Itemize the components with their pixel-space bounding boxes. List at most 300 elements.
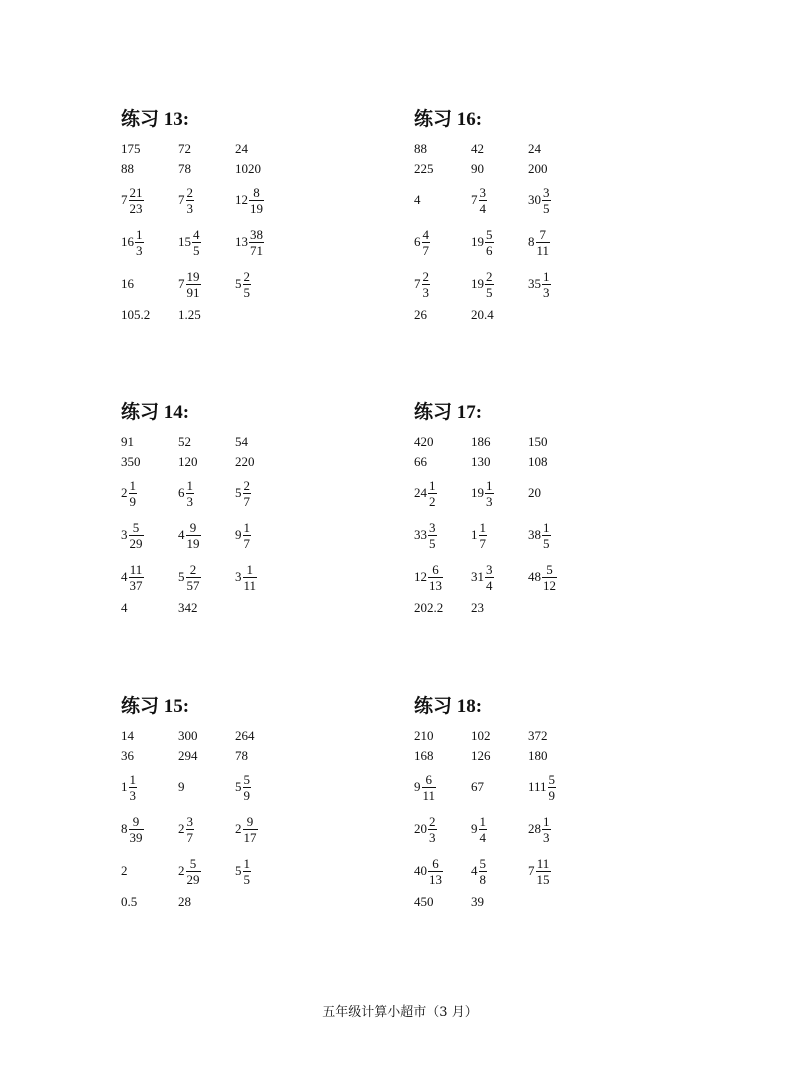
- mixed-number-answer: [414, 263, 430, 305]
- whole-part: 33: [414, 527, 427, 542]
- whole-part: 2: [235, 821, 242, 836]
- denominator: 5: [243, 284, 250, 300]
- fraction: [485, 563, 494, 592]
- answer-row: [414, 514, 674, 556]
- numerator: 3: [486, 561, 493, 577]
- whole-part: 4: [121, 569, 128, 584]
- denominator: 8: [479, 871, 486, 887]
- mixed-number-answer: [121, 556, 144, 598]
- answer-value: 264: [235, 728, 255, 743]
- fraction: [243, 270, 252, 299]
- whole-part: 13: [235, 234, 248, 249]
- mixed-number-answer: [414, 808, 437, 850]
- answer-row: [414, 263, 674, 305]
- mixed-number-answer: [178, 179, 194, 221]
- whole-part: 6: [178, 485, 185, 500]
- denominator: 15: [536, 871, 550, 887]
- denominator: 9: [243, 787, 250, 803]
- answer-row: [121, 263, 381, 305]
- answer-value: 52: [178, 434, 191, 449]
- mixed-number-answer: [414, 556, 443, 598]
- fraction: [542, 563, 557, 592]
- exercise-16-block: [414, 107, 674, 325]
- mixed-number-answer: [178, 263, 201, 305]
- mixed-number-answer: [178, 808, 194, 850]
- answer-row: [414, 598, 674, 618]
- whole-part: 1: [121, 779, 128, 794]
- answer-value: 78: [178, 161, 191, 176]
- mixed-number-answer: [235, 808, 258, 850]
- answer-value: 300: [178, 728, 198, 743]
- denominator: 9: [129, 493, 136, 509]
- denominator: 3: [543, 829, 550, 845]
- fraction: [129, 186, 144, 215]
- fraction: [479, 815, 488, 844]
- denominator: 3: [129, 787, 136, 803]
- numerator: 5: [243, 771, 250, 787]
- whole-part: 8: [528, 234, 535, 249]
- whole-part: 2: [178, 821, 185, 836]
- numerator: 2: [189, 561, 197, 577]
- whole-part: 30: [528, 192, 541, 207]
- mixed-number-answer: [121, 221, 144, 263]
- numerator: 19: [186, 268, 200, 284]
- fraction: [249, 228, 264, 257]
- answer-value: 23: [471, 600, 484, 615]
- exercise-18-block: [414, 694, 674, 912]
- mixed-number-answer: [471, 556, 494, 598]
- answer-value: 102: [471, 728, 491, 743]
- whole-part: 3: [235, 569, 242, 584]
- mixed-number-answer: [471, 263, 494, 305]
- fraction: [428, 521, 437, 550]
- answer-value: 67: [471, 779, 484, 794]
- answer-value: 72: [178, 141, 191, 156]
- answer-value: 175: [121, 141, 141, 156]
- whole-part: 8: [121, 821, 128, 836]
- mixed-number-answer: [528, 179, 551, 221]
- answer-value: 126: [471, 748, 491, 763]
- answer-value: 1.25: [178, 307, 201, 322]
- answer-row: [414, 746, 674, 766]
- exercise-title: 练习 18:: [414, 696, 483, 717]
- answer-row: [121, 452, 381, 472]
- answer-row: [121, 139, 381, 159]
- denominator: 71: [250, 242, 263, 258]
- fraction: [485, 479, 494, 508]
- denominator: 3: [186, 493, 193, 509]
- mixed-number-answer: [121, 514, 144, 556]
- answer-row: [414, 808, 674, 850]
- whole-part: 40: [414, 863, 427, 878]
- fraction: [536, 228, 551, 257]
- numerator: 5: [486, 226, 493, 242]
- answer-value: 24: [235, 141, 248, 156]
- whole-part: 5: [235, 485, 242, 500]
- denominator: 7: [479, 535, 486, 551]
- denominator: 23: [129, 200, 143, 216]
- numerator: 3: [429, 519, 436, 535]
- fraction: [479, 857, 488, 886]
- mixed-number-answer: [414, 472, 437, 514]
- mixed-number-answer: [121, 766, 137, 808]
- answer-value: 14: [121, 728, 134, 743]
- numerator: 9: [246, 813, 254, 829]
- answer-value: 91: [121, 434, 134, 449]
- whole-part: 7: [178, 192, 185, 207]
- page-footer: 五年级计算小超市（3 月）: [322, 1005, 478, 1020]
- answer-value: 66: [414, 454, 427, 469]
- answer-value: 450: [414, 894, 434, 909]
- whole-part: 5: [235, 276, 242, 291]
- denominator: 29: [186, 871, 200, 887]
- answer-value: 9: [178, 779, 185, 794]
- mixed-number-answer: [528, 808, 551, 850]
- fraction: [542, 186, 551, 215]
- whole-part: 9: [414, 779, 421, 794]
- fraction: [243, 773, 252, 802]
- mixed-number-answer: [178, 472, 194, 514]
- numerator: 11: [129, 561, 143, 577]
- fraction: [428, 479, 437, 508]
- fraction: [129, 521, 144, 550]
- numerator: 5: [548, 771, 556, 787]
- fraction: [243, 521, 252, 550]
- denominator: 11: [536, 242, 550, 258]
- fraction: [186, 479, 195, 508]
- mixed-number-answer: [528, 221, 550, 263]
- denominator: 5: [543, 200, 550, 216]
- mixed-number-answer: [528, 850, 551, 892]
- denominator: 3: [429, 829, 436, 845]
- mixed-number-answer: [471, 514, 487, 556]
- numerator: 21: [129, 184, 143, 200]
- mixed-number-answer: [528, 263, 551, 305]
- mixed-number-answer: [414, 850, 443, 892]
- answer-value: 372: [528, 728, 548, 743]
- answer-value: 78: [235, 748, 248, 763]
- numerator: 9: [132, 813, 140, 829]
- exercise-13-block: [121, 107, 381, 325]
- whole-part: 12: [414, 569, 427, 584]
- whole-part: 9: [471, 821, 478, 836]
- answer-row: [121, 514, 381, 556]
- answer-row: [121, 179, 381, 221]
- denominator: 19: [250, 200, 263, 216]
- answer-row: [414, 850, 674, 892]
- answer-value: 220: [235, 454, 255, 469]
- numerator: 7: [539, 226, 547, 242]
- fraction: [129, 479, 138, 508]
- answer-grid: [121, 432, 381, 618]
- exercise-17-block: [414, 400, 674, 618]
- fraction: [186, 815, 195, 844]
- numerator: 1: [246, 561, 254, 577]
- denominator: 7: [243, 493, 250, 509]
- whole-part: 24: [414, 485, 427, 500]
- answer-value: 88: [414, 141, 427, 156]
- answer-value: 1020: [235, 161, 261, 176]
- denominator: 7: [186, 829, 193, 845]
- denominator: 29: [129, 535, 143, 551]
- answer-value: 90: [471, 161, 484, 176]
- answer-value: 350: [121, 454, 141, 469]
- answer-row: [121, 766, 381, 808]
- denominator: 6: [486, 242, 493, 258]
- fraction: [135, 228, 144, 257]
- whole-part: 5: [235, 863, 242, 878]
- answer-row: [414, 179, 674, 221]
- numerator: 11: [536, 855, 550, 871]
- denominator: 5: [543, 535, 550, 551]
- whole-part: 9: [235, 527, 242, 542]
- answer-grid: [121, 726, 381, 912]
- mixed-number-answer: [471, 808, 487, 850]
- answer-value: 24: [528, 141, 541, 156]
- mixed-number-answer: [178, 514, 201, 556]
- answer-row: [121, 159, 381, 179]
- answer-row: [121, 746, 381, 766]
- mixed-number-answer: [528, 514, 551, 556]
- numerator: 6: [425, 771, 433, 787]
- answer-value: 186: [471, 434, 491, 449]
- whole-part: 28: [528, 821, 541, 836]
- mixed-number-answer: [178, 850, 201, 892]
- fraction: [186, 563, 201, 592]
- denominator: 3: [186, 200, 193, 216]
- answer-grid: [414, 139, 674, 325]
- numerator: 1: [486, 477, 493, 493]
- answer-row: [121, 305, 381, 325]
- mixed-number-answer: [471, 472, 494, 514]
- answer-value: 36: [121, 748, 134, 763]
- answer-row: [121, 472, 381, 514]
- fraction: [129, 815, 144, 844]
- answer-value: 108: [528, 454, 548, 469]
- denominator: 3: [486, 493, 493, 509]
- fraction: [428, 563, 443, 592]
- numerator: 2: [422, 268, 429, 284]
- answer-value: 20: [528, 485, 541, 500]
- denominator: 4: [486, 577, 493, 593]
- mixed-number-answer: [235, 766, 251, 808]
- whole-part: 2: [121, 485, 128, 500]
- numerator: 5: [546, 561, 553, 577]
- mixed-number-answer: [178, 556, 201, 598]
- answer-value: 0.5: [121, 894, 138, 909]
- mixed-number-answer: [471, 179, 487, 221]
- denominator: 13: [429, 577, 442, 593]
- fraction: [243, 563, 258, 592]
- numerator: 1: [543, 813, 550, 829]
- fraction: [243, 857, 252, 886]
- answer-row: [121, 221, 381, 263]
- numerator: 1: [129, 477, 136, 493]
- whole-part: 5: [235, 779, 242, 794]
- numerator: 3: [543, 184, 550, 200]
- whole-part: 19: [471, 485, 484, 500]
- denominator: 91: [186, 284, 200, 300]
- whole-part: 12: [235, 192, 248, 207]
- denominator: 2: [429, 493, 436, 509]
- fraction: [186, 270, 201, 299]
- answer-value: 16: [121, 276, 134, 291]
- fraction: [428, 857, 443, 886]
- numerator: 1: [129, 771, 136, 787]
- denominator: 17: [243, 829, 257, 845]
- whole-part: 1: [471, 527, 478, 542]
- answer-row: [414, 766, 674, 808]
- answer-row: [414, 452, 674, 472]
- answer-value: 28: [178, 894, 191, 909]
- answer-value: 4: [121, 600, 128, 615]
- fraction: [186, 186, 195, 215]
- whole-part: 38: [528, 527, 541, 542]
- numerator: 5: [479, 855, 486, 871]
- numerator: 1: [479, 813, 486, 829]
- exercise-title: 练习 14:: [121, 402, 190, 423]
- mixed-number-answer: [414, 766, 436, 808]
- whole-part: 4: [178, 527, 185, 542]
- fraction: [129, 563, 144, 592]
- mixed-number-answer: [235, 850, 251, 892]
- denominator: 9: [548, 787, 556, 803]
- fraction: [479, 186, 488, 215]
- whole-part: 31: [471, 569, 484, 584]
- answer-value: 294: [178, 748, 198, 763]
- numerator: 5: [189, 855, 197, 871]
- answer-row: [414, 305, 674, 325]
- fraction: [249, 186, 264, 215]
- numerator: 38: [250, 226, 263, 242]
- numerator: 1: [186, 477, 193, 493]
- exercise-15-block: [121, 694, 381, 912]
- answer-row: [121, 892, 381, 912]
- fraction: [129, 773, 138, 802]
- answer-value: 20.4: [471, 307, 494, 322]
- mixed-number-answer: [471, 221, 494, 263]
- fraction: [542, 270, 551, 299]
- mixed-number-answer: [121, 472, 137, 514]
- fraction: [542, 521, 551, 550]
- exercise-14-block: [121, 400, 381, 618]
- mixed-number-answer: [121, 808, 144, 850]
- answer-row: [414, 139, 674, 159]
- denominator: 12: [543, 577, 556, 593]
- fraction: [243, 815, 258, 844]
- denominator: 7: [243, 535, 250, 551]
- numerator: 2: [243, 268, 250, 284]
- exercise-title: 练习 15:: [121, 696, 190, 717]
- numerator: 1: [136, 226, 143, 242]
- answer-row: [414, 472, 674, 514]
- mixed-number-answer: [414, 514, 437, 556]
- numerator: 1: [243, 519, 250, 535]
- fraction: [485, 228, 494, 257]
- answer-value: 150: [528, 434, 548, 449]
- mixed-number-answer: [235, 263, 251, 305]
- whole-part: 7: [414, 276, 421, 291]
- fraction: [192, 228, 201, 257]
- answer-value: 168: [414, 748, 434, 763]
- whole-part: 16: [121, 234, 134, 249]
- fraction: [186, 521, 201, 550]
- answer-row: [414, 892, 674, 912]
- fraction: [536, 857, 551, 886]
- numerator: 2: [429, 813, 436, 829]
- denominator: 13: [429, 871, 442, 887]
- answer-row: [414, 726, 674, 746]
- numerator: 1: [543, 268, 550, 284]
- denominator: 11: [243, 577, 257, 593]
- mixed-number-answer: [235, 179, 264, 221]
- exercise-title: 练习 13:: [121, 109, 190, 130]
- denominator: 11: [422, 787, 436, 803]
- denominator: 5: [193, 242, 200, 258]
- answer-row: [121, 850, 381, 892]
- numerator: 2: [186, 184, 193, 200]
- denominator: 4: [479, 200, 486, 216]
- numerator: 1: [543, 519, 550, 535]
- answer-row: [414, 221, 674, 263]
- mixed-number-answer: [471, 850, 487, 892]
- answer-value: 342: [178, 600, 198, 615]
- answer-value: 2: [121, 863, 128, 878]
- fraction: [186, 857, 201, 886]
- exercise-title: 练习 16:: [414, 109, 483, 130]
- whole-part: 7: [471, 192, 478, 207]
- fraction: [542, 815, 551, 844]
- numerator: 6: [432, 561, 439, 577]
- answer-value: 225: [414, 161, 434, 176]
- answer-row: [121, 598, 381, 618]
- whole-part: 7: [121, 192, 128, 207]
- fraction: [422, 270, 431, 299]
- denominator: 39: [129, 829, 143, 845]
- denominator: 7: [422, 242, 429, 258]
- whole-part: 7: [528, 863, 535, 878]
- fraction: [422, 228, 431, 257]
- whole-part: 20: [414, 821, 427, 836]
- numerator: 6: [432, 855, 439, 871]
- answer-row: [121, 726, 381, 746]
- whole-part: 35: [528, 276, 541, 291]
- answer-value: 54: [235, 434, 248, 449]
- mixed-number-answer: [235, 221, 264, 263]
- answer-value: 120: [178, 454, 198, 469]
- mixed-number-answer: [414, 221, 430, 263]
- numerator: 1: [479, 519, 486, 535]
- answer-value: 202.2: [414, 600, 444, 615]
- numerator: 4: [422, 226, 429, 242]
- denominator: 5: [243, 871, 250, 887]
- numerator: 3: [479, 184, 486, 200]
- mixed-number-answer: [121, 179, 144, 221]
- answer-value: 180: [528, 748, 548, 763]
- denominator: 3: [136, 242, 143, 258]
- denominator: 5: [486, 284, 493, 300]
- numerator: 4: [193, 226, 200, 242]
- answer-value: 39: [471, 894, 484, 909]
- denominator: 5: [429, 535, 436, 551]
- denominator: 3: [422, 284, 429, 300]
- whole-part: 19: [471, 234, 484, 249]
- answer-value: 42: [471, 141, 484, 156]
- fraction: [479, 521, 488, 550]
- fraction: [548, 773, 557, 802]
- denominator: 19: [186, 535, 200, 551]
- answer-grid: [414, 432, 674, 618]
